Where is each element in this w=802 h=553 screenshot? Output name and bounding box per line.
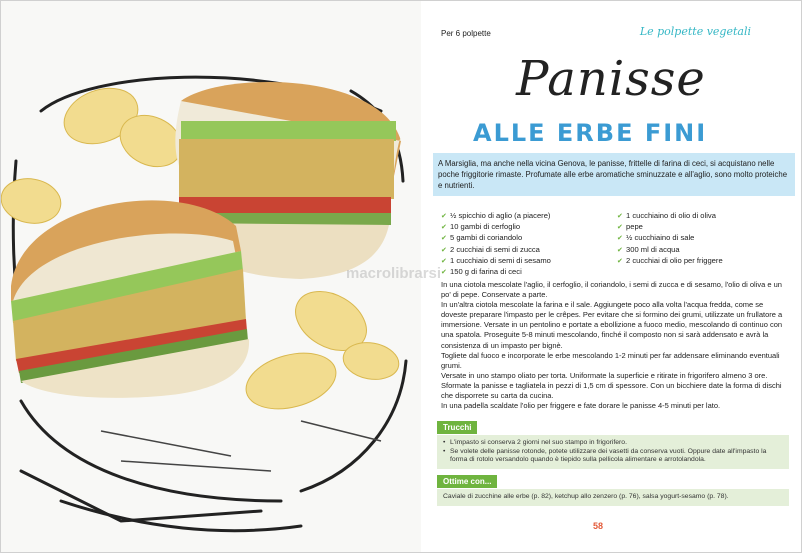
ingredients-column-right	[617, 211, 785, 278]
ingredient-item: ✔ 1 cucchiaino di olio di oliva	[617, 211, 785, 222]
ingredient-item: ✔ 5 gambi di coriandolo	[441, 233, 609, 244]
check-icon: ✔	[441, 246, 447, 254]
ingredient-item: ✔ 300 ml di acqua	[617, 245, 785, 256]
recipe-page	[421, 1, 801, 552]
ingredients-list	[441, 211, 785, 278]
pairings-body: Caviale di zucchine alle erbe (p. 82), ketchup allo zenzero (p. 76), salsa yogurt-sesamo (p. 78).	[437, 489, 789, 506]
ingredient-item: ✔ 10 gambi di cerfoglio	[441, 222, 609, 233]
watermark-text: macrolibrarsi	[346, 265, 442, 282]
page-number: 58	[593, 521, 604, 531]
check-icon: ✔	[441, 235, 447, 243]
ingredient-item: ✔ pepe	[617, 222, 785, 233]
ingredients-column-left	[441, 211, 609, 278]
check-icon: ✔	[441, 224, 447, 232]
tips-box	[437, 417, 789, 469]
check-icon: ✔	[441, 269, 447, 277]
check-icon: ✔	[617, 213, 623, 220]
tip-item: • L'impasto si conserva 2 giorni nel suo stampo in frigorifero.	[443, 439, 627, 446]
check-icon: ✔	[617, 257, 623, 265]
bullet-icon: •	[443, 447, 446, 455]
check-icon: ✔	[617, 246, 623, 254]
pairings-heading: Ottime con...	[437, 475, 497, 488]
method-paragraph: Togliete dal fuoco e incorporate le erbe mescolando 1-2 minuti per far addensare eliminando eventuali grumi.	[441, 350, 780, 370]
servings-label: Per 6 polpette	[441, 29, 491, 38]
check-icon: ✔	[617, 235, 623, 243]
ingredient-item: ✔ 1 cucchiaio di semi di sesamo	[441, 256, 609, 267]
check-icon: ✔	[441, 257, 447, 265]
tips-heading: Trucchi	[437, 421, 477, 434]
method-text	[441, 280, 789, 411]
tips-body	[437, 435, 789, 469]
check-icon: ✔	[617, 224, 623, 232]
check-icon: ✔	[441, 213, 447, 220]
ingredient-item: ✔ ½ spicchio di aglio (a piacere)	[441, 211, 609, 222]
chapter-title: Le polpette vegetali	[639, 25, 751, 38]
method-paragraph: In una padella scaldate l'olio per friggere e fate dorare le panisse 4-5 minuti per lato.	[441, 401, 721, 411]
ingredient-item: ✔ ½ cucchiaino di sale	[617, 233, 785, 244]
recipe-subtitle: ALLE ERBE FINI	[473, 119, 708, 147]
bullet-icon: •	[443, 439, 446, 446]
burger-photo	[1, 1, 421, 552]
burger-illustration	[1, 1, 421, 552]
intro-box: A Marsiglia, ma anche nella vicina Genova, le panisse, frittelle di farina di ceci, si acquistano nelle poche friggitorie rimaste. Profumate alle erbe aromatiche sminuzzate e all'aglio, sono molto proteiche e nutrienti.	[433, 153, 795, 196]
ingredient-item: ✔ 2 cucchiai di semi di zucca	[441, 245, 609, 256]
recipe-title: Panisse	[516, 51, 706, 107]
ingredient-item: ✔ 2 cucchiai di olio per friggere	[617, 256, 785, 267]
ingredient-item: ✔ 150 g di farina di ceci	[441, 267, 609, 278]
method-paragraph: In un'altra ciotola mescolate la farina e il sale. Aggiungete poco alla volta l'acqua fredda, come se doveste preparare l'impasto per le crêpes. Per evitare che si formino dei grumi, utilizzate un frullatore a immersione. Versate in un pentolino e portate a ebollizione a fuoco medio, mescolando di continuo con una spatola. Proseguite 5-8 minuti mescolando, finché il composto non si sarà addensato e avrà la consistenza di un impasto per bignè.	[441, 300, 783, 350]
tip-item: • Se volete delle panisse rotonde, potete utilizzare dei vasetti da conserva vuoti. Oppure date all'impasto la forma di rotolo versandolo quando è tiepido sulla pellicola alimentare e arrotolandola.	[443, 447, 767, 464]
method-paragraph: In una ciotola mescolate l'aglio, il cerfoglio, il coriandolo, i semi di zucca e di sesamo, l'olio di oliva e un po' di pepe. Conservate a parte.	[441, 280, 782, 300]
method-paragraph: Versate in uno stampo oliato per torta. Uniformate la superficie e ritirate in frigorifero almeno 3 ore. Sformate la panisse e tagliatela in pezzi di 1,5 cm di spessore. Con un bicchiere date la forma di dischi che disporrete su carta da cucina.	[441, 370, 782, 401]
pairings-box	[437, 471, 789, 506]
